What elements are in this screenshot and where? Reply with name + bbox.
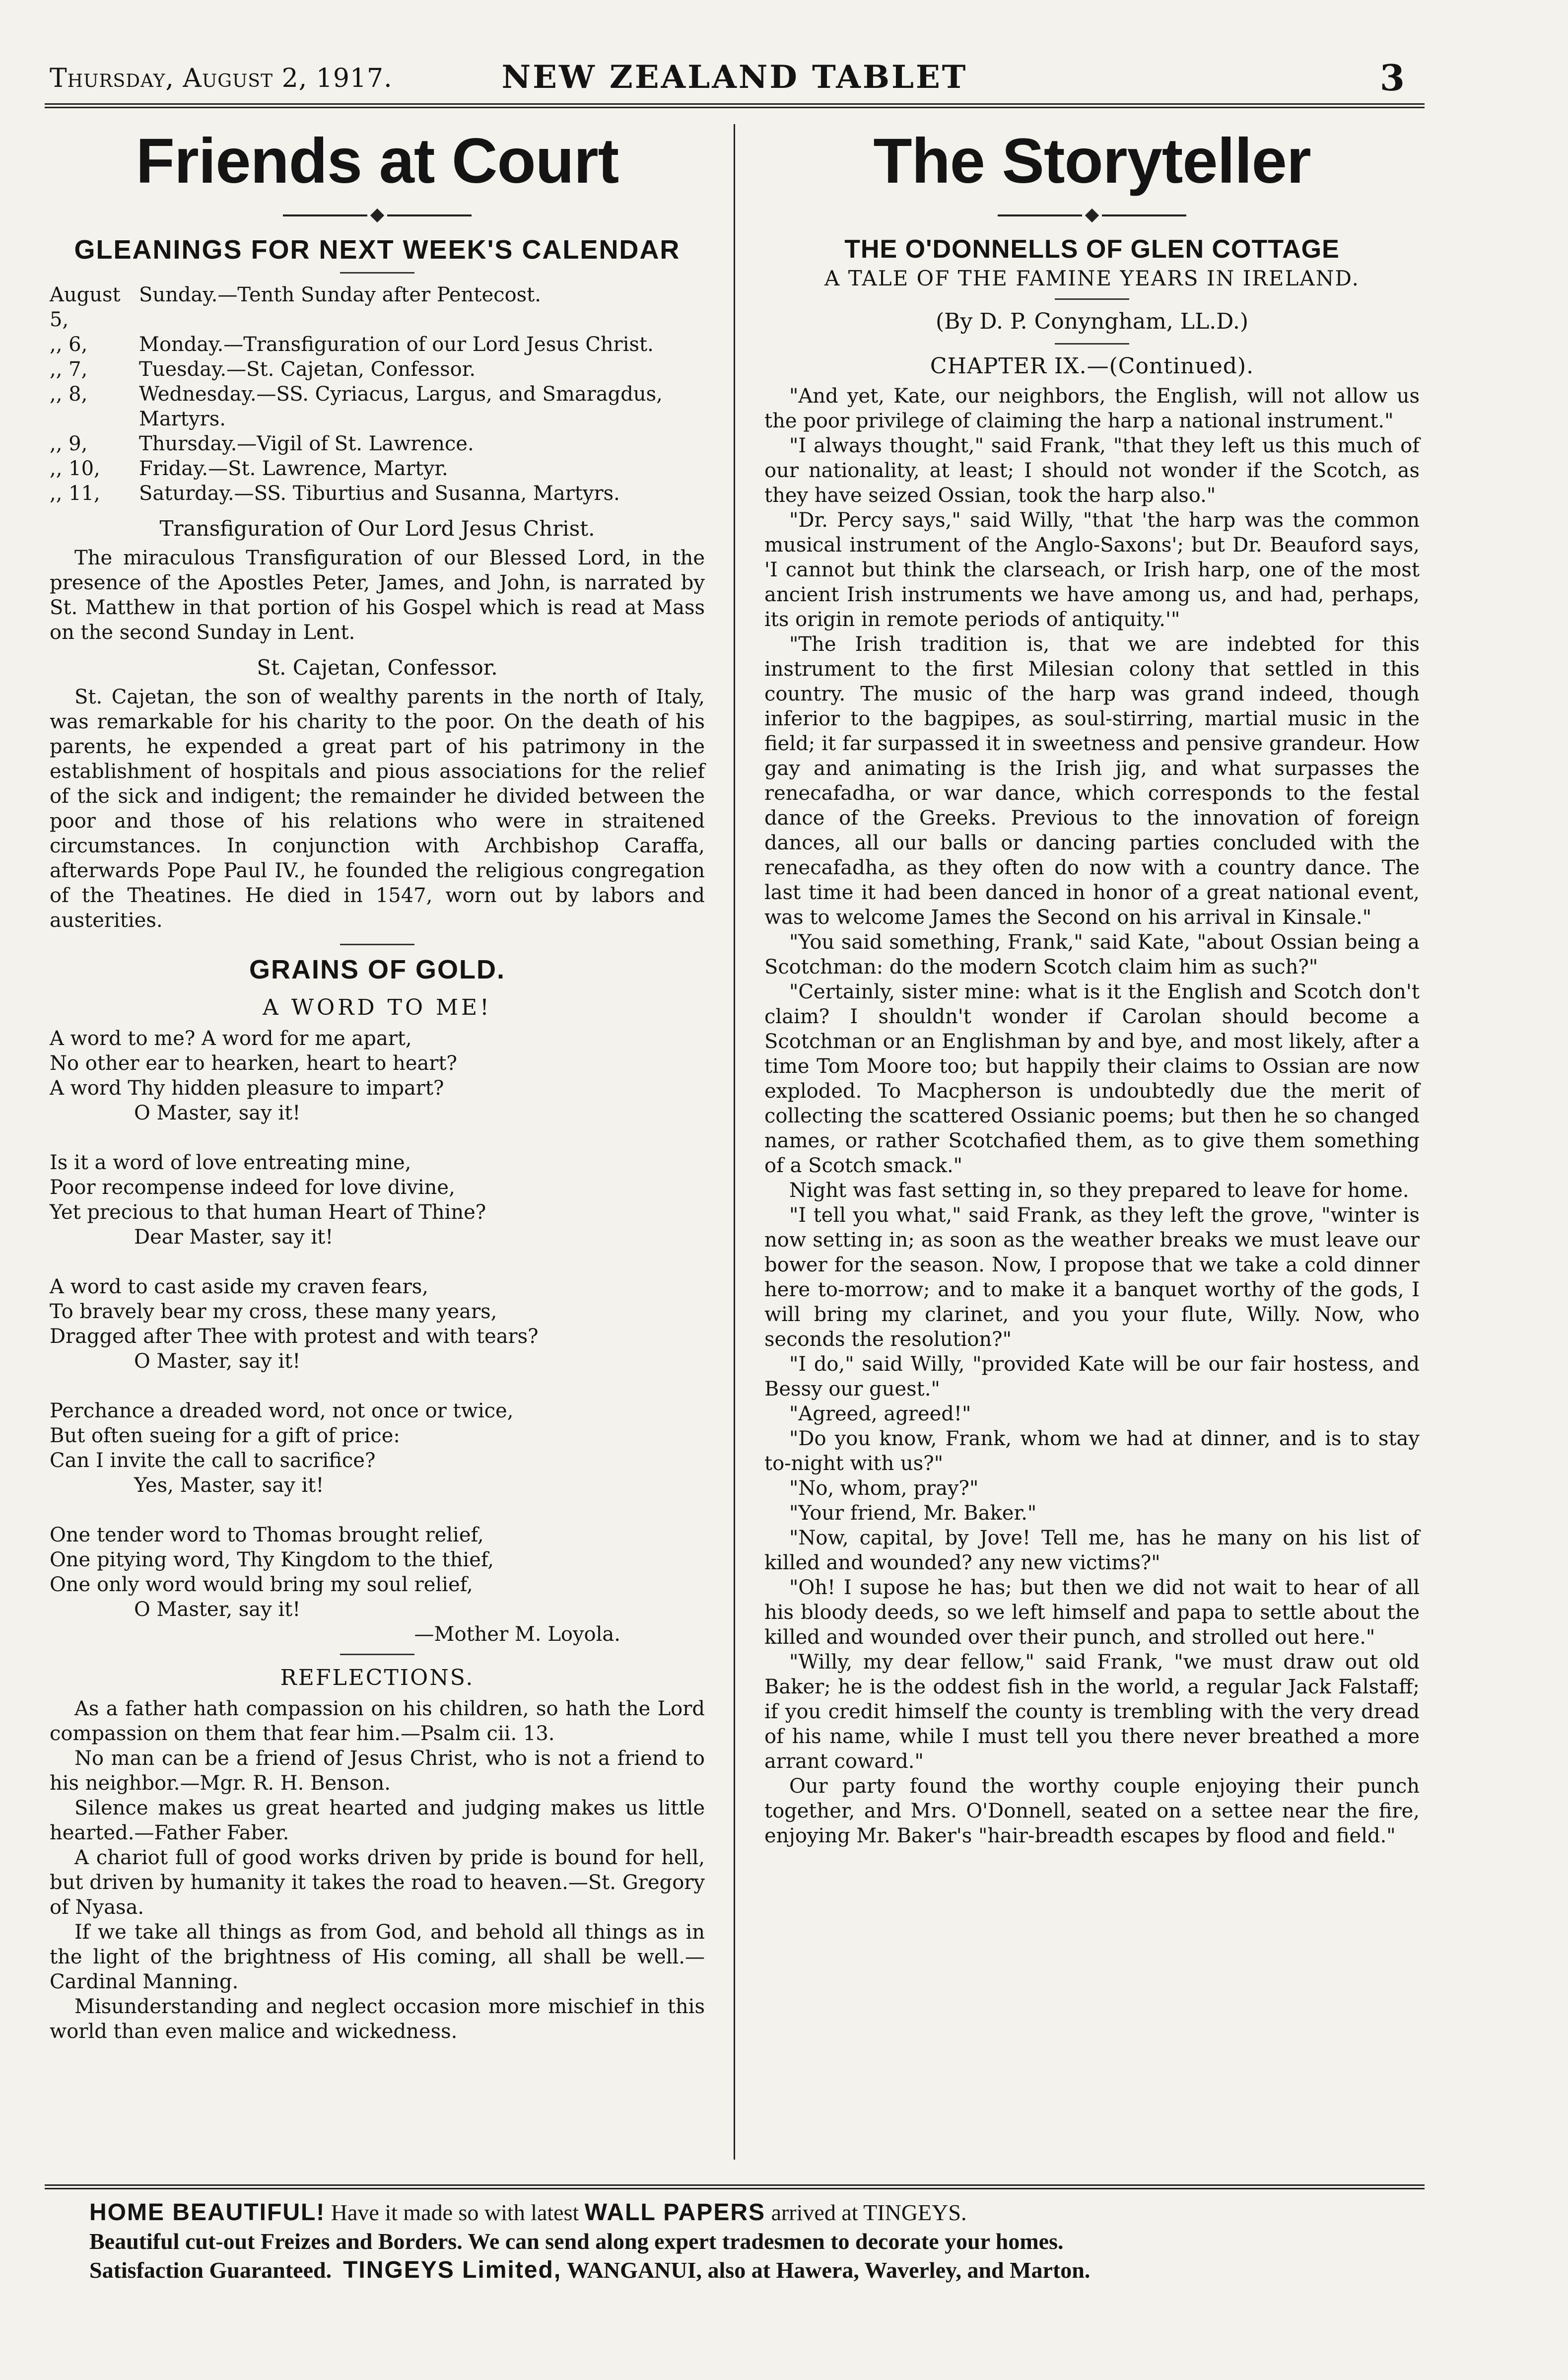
cajetan-text: St. Cajetan, the son of wealthy parents in the north of Italy, was remarkable for his charity to the poor. On the death of his parents, he expended a great part of his patrimony in the establishment of hospitals and pious associations for the relief of the sick and indigent; the remainder he divided between the poor and those of his relations who were in straitened circumstances. In conjunction with Archbishop Caraffa, afterwards Pope Paul IV., he founded the religious congregation of the Theatines. He died in 1547, worn out by labors and austerities. xyxy=(50,686,705,932)
ad-tingeys: TINGEYS Limited, xyxy=(343,2257,562,2283)
ad-guarantee: Satisfaction Guaranteed. xyxy=(89,2257,332,2283)
story-paragraph: "Oh! I supose he has; but then we did not wait to hear of all his bloody deeds, so we left himself and papa to settle about the killed and wounded over their punch, and strolled out here." xyxy=(764,1576,1420,1649)
publication-title: NEW ZEALAND TABLET xyxy=(501,59,968,96)
ad-line-2: Beautiful cut-out Freizes and Borders. We can send along expert tradesmen to decorate your homes. xyxy=(89,2229,1064,2254)
gleanings-heading: GLEANINGS FOR NEXT WEEK'S CALENDAR xyxy=(74,235,681,265)
calendar-item xyxy=(50,481,705,506)
poem-line: A word Thy hidden pleasure to impart? xyxy=(50,1077,444,1100)
poem-attribution: —Mother M. Loyola. xyxy=(414,1623,620,1646)
poem xyxy=(50,1026,705,1622)
ad-locations: WANGANUI, also at Hawera, Waverley, and Marton. xyxy=(561,2257,1091,2283)
calendar-list xyxy=(50,282,705,506)
poem-line: Yet precious to that human Heart of Thine? xyxy=(50,1201,486,1224)
story-paragraph: "Dr. Percy says," said Willy, "that 'the harp was the common musical instrument of the Anglo-Saxons'; but Dr. Beauford says, 'I cannot but think the clarseach, or Irish harp, one of the most ancient Irish instruments we have among us, and had, perhaps, its origin in remote periods of antiquity.'" xyxy=(764,509,1420,631)
calendar-item xyxy=(50,382,705,431)
poem-refrain: O Master, say it! xyxy=(134,1102,301,1124)
poem-line: Poor recompense indeed for love divine, xyxy=(50,1176,455,1199)
reflection: As a father hath compassion on his children, so hath the Lord compassion on them that fear him.—Psalm cii. 13. xyxy=(50,1697,705,1745)
story-paragraph: "Willy, my dear fellow," said Frank, "we must draw out old Baker; he is the oddest fish in the world, a regular Jack Falstaff; if you credit himself the county is trembling with the very dread of his name, while I must tell you there never breathed a more arrant coward." xyxy=(764,1651,1420,1773)
short-rule xyxy=(1055,298,1129,300)
story-paragraph: "I tell you what," said Frank, as they left the grove, "winter is now setting in; as soon as the weather breaks we must leave our bower for the season. Now, I propose that we take a cold dinner here to-morrow; and to make it a banquet worthy of the gods, I will bring my clarinet, and you your flute, Willy. Now, who seconds the resolution?" xyxy=(764,1204,1420,1351)
ad-rule xyxy=(45,2184,1425,2189)
poem-line: One pitying word, Thy Kingdom to the thief, xyxy=(50,1548,494,1571)
story-paragraph: "The Irish tradition is, that we are indebted for this instrument to the first Milesian colony that settled in this country. The music of the harp was grand indeed, though inferior to the bagpipes, as soul-stirring, martial music in the field; it far surpassed it in sweetness and pensive grandeur. How gay and animating is the Irish jig, and what surpasses the renecafadha, or war dance, which corresponds to the festal dance of the Greeks. Previous to the innovation of foreign dances, all our balls or dancing parties concluded with the renecafadha, as they often do now with a country dance. The last time it had been danced in honor of a great national event, was to welcome James the Second on his arrival in Kinsale." xyxy=(764,633,1420,929)
short-rule xyxy=(340,1654,414,1655)
poem-refrain: O Master, say it! xyxy=(134,1598,301,1621)
calendar-text: Thursday.—Vigil of St. Lawrence. xyxy=(139,432,474,455)
poem-title: A WORD TO ME! xyxy=(263,995,492,1020)
story-paragraph: "Do you know, Frank, whom we had at dinner, and is to stay to-night with us?" xyxy=(764,1427,1420,1475)
newspaper-page xyxy=(45,45,1425,2358)
ad-text-span: Have it made so with latest xyxy=(325,2200,585,2225)
calendar-item xyxy=(50,282,705,332)
ad-wall-papers: WALL PAPERS xyxy=(584,2199,766,2226)
poem-refrain: O Master, say it! xyxy=(134,1350,301,1373)
issue-date: Thursday, August 2, 1917. xyxy=(50,64,393,93)
masthead xyxy=(45,45,1425,104)
reflection: Misunderstanding and neglect occasion more mischief in this world than even malice and wickedness. xyxy=(50,1995,705,2043)
poem-line: A word to cast aside my craven fears, xyxy=(50,1275,429,1298)
story-paragraph: "Certainly, sister mine: what is it the English and Scotch don't claim? I shouldn't wonder if Carolan should become a Scotchman or an Englishman by and bye, and most likely, after a time Tom Moore too; but happily their claims to Ossian are now exploded. To Macpherson is undoubtedly due the merit of collecting the scattered Ossianic poems; but then he so changed names, or rather Scotchafied them, as to give them something of a Scotch smack." xyxy=(764,980,1420,1177)
calendar-item xyxy=(50,456,705,481)
poem-line: To bravely bear my cross, these many years, xyxy=(50,1300,497,1323)
calendar-item xyxy=(50,332,705,357)
chapter-heading: CHAPTER IX.—(Continued). xyxy=(930,353,1254,379)
transfiguration-text: The miraculous Transfiguration of our Blessed Lord, in the presence of the Apostles Peter, James, and John, is narrated by St. Matthew in that portion of his Gospel which is read at Mass on the second Sunday in Lent. xyxy=(50,547,705,644)
byline: (By D. P. Conyngham, LL.D.) xyxy=(935,309,1249,334)
ad-line-3 xyxy=(89,2256,1425,2285)
calendar-text: Monday.—Transfiguration of our Lord Jesus Christ. xyxy=(139,333,654,356)
poem-line: Can I invite the call to sacrifice? xyxy=(50,1449,376,1472)
column-divider xyxy=(734,124,735,2160)
poem-line: A word to me? A word for me apart, xyxy=(50,1027,412,1050)
reflection: No man can be a friend of Jesus Christ, who is not a friend to his neighbor.—Mgr. R. H. Benson. xyxy=(50,1747,705,1795)
poem-line: One only word would bring my soul relief, xyxy=(50,1573,473,1596)
story-paragraph: "Agreed, agreed!" xyxy=(789,1402,971,1425)
ornament-divider xyxy=(764,210,1420,220)
cajetan-heading: St. Cajetan, Confessor. xyxy=(257,655,498,680)
calendar-item xyxy=(50,357,705,382)
story-subtitle: A TALE OF THE FAMINE YEARS IN IRELAND. xyxy=(824,266,1360,290)
short-rule xyxy=(340,944,414,945)
short-rule xyxy=(1055,343,1129,345)
calendar-text: Saturday.—SS. Tiburtius and Susanna, Martyrs. xyxy=(139,482,620,505)
left-column xyxy=(50,124,705,2044)
story-paragraph: Night was fast setting in, so they prepared to leave for home. xyxy=(789,1179,1409,1202)
advertisement xyxy=(45,2184,1425,2333)
poem-line: Perchance a dreaded word, not once or twice, xyxy=(50,1400,514,1422)
poem-line: No other ear to hearken, heart to heart? xyxy=(50,1052,457,1075)
story-paragraph: "Your friend, Mr. Baker." xyxy=(789,1502,1037,1525)
poem-refrain: Yes, Master, say it! xyxy=(134,1474,324,1497)
transfiguration-heading: Transfiguration of Our Lord Jesus Christ. xyxy=(159,516,595,541)
calendar-text: Sunday.—Tenth Sunday after Pentecost. xyxy=(139,283,541,306)
story-paragraph: "I do," said Willy, "provided Kate will be our fair hostess, and Bessy our guest." xyxy=(764,1353,1420,1400)
calendar-date: ,, 6, xyxy=(50,333,88,356)
story-paragraph: Our party found the worthy couple enjoying their punch together, and Mrs. O'Donnell, seated on a settee near the fire, enjoying Mr. Baker's "hair-breadth escapes by flood and field." xyxy=(764,1775,1420,1847)
calendar-date: ,, 11, xyxy=(50,482,100,505)
poem-line: But often sueing for a gift of price: xyxy=(50,1424,400,1447)
short-rule xyxy=(340,272,414,274)
right-column xyxy=(764,124,1420,1848)
poem-line: Dragged after Thee with protest and with tears? xyxy=(50,1325,539,1348)
ad-home-beautiful: HOME BEAUTIFUL! xyxy=(89,2199,326,2226)
calendar-date: ,, 7, xyxy=(50,358,88,381)
reflection: Silence makes us great hearted and judging makes us little hearted.—Father Faber. xyxy=(50,1797,705,1844)
ad-text xyxy=(45,2189,1425,2285)
calendar-item xyxy=(50,431,705,456)
calendar-date: ,, 9, xyxy=(50,432,88,455)
page-number: 3 xyxy=(1379,57,1405,99)
poem-line: Is it a word of love entreating mine, xyxy=(50,1151,411,1174)
story-paragraph: "No, whom, pray?" xyxy=(789,1477,979,1500)
story-paragraph: "Now, capital, by Jove! Tell me, has he many on his list of killed and wounded? any new victims?" xyxy=(764,1527,1420,1574)
grains-heading: GRAINS OF GOLD. xyxy=(249,955,505,984)
story-paragraph: "I always thought," said Frank, "that they left us this much of our nationality, at least; I should not wonder if the Scotch, as they have seized Ossian, took the harp also." xyxy=(764,434,1420,507)
masthead-rule xyxy=(45,103,1425,108)
story-paragraph: "You said something, Frank," said Kate, "about Ossian being a Scotchman: do the modern Scotch claim him as such?" xyxy=(764,931,1420,979)
poem-refrain: Dear Master, say it! xyxy=(134,1226,334,1249)
ad-text-span: arrived at TINGEYS. xyxy=(765,2200,967,2225)
poem-line: One tender word to Thomas brought relief, xyxy=(50,1524,484,1546)
ornament-divider xyxy=(50,210,705,220)
ad-line-1 xyxy=(89,2198,1425,2227)
calendar-text: Tuesday.—St. Cajetan, Confessor. xyxy=(139,358,476,381)
reflections-heading: REFLECTIONS. xyxy=(280,1665,475,1690)
calendar-text: Wednesday.—SS. Cyriacus, Largus, and Smaragdus, Martyrs. xyxy=(139,383,663,430)
section-title-storyteller: The Storyteller xyxy=(873,126,1311,197)
section-title-friends-at-court: Friends at Court xyxy=(136,126,619,197)
calendar-text: Friday.—St. Lawrence, Martyr. xyxy=(139,457,448,480)
story-paragraph: "And yet, Kate, our neighbors, the English, will not allow us the poor privilege of claiming the harp a national instrument." xyxy=(764,385,1420,432)
calendar-date: ,, 10, xyxy=(50,457,100,480)
reflection: If we take all things as from God, and behold all things as in the light of the brightness of His coming, all shall be well.—Cardinal Manning. xyxy=(50,1921,705,1993)
story-title: THE O'DONNELLS OF GLEN COTTAGE xyxy=(844,235,1340,264)
reflection: A chariot full of good works driven by pride is bound for hell, but driven by humanity it takes the road to heaven.—St. Gregory of Nyasa. xyxy=(50,1846,705,1919)
calendar-date: August 5, xyxy=(50,283,121,331)
calendar-date: ,, 8, xyxy=(50,383,88,406)
